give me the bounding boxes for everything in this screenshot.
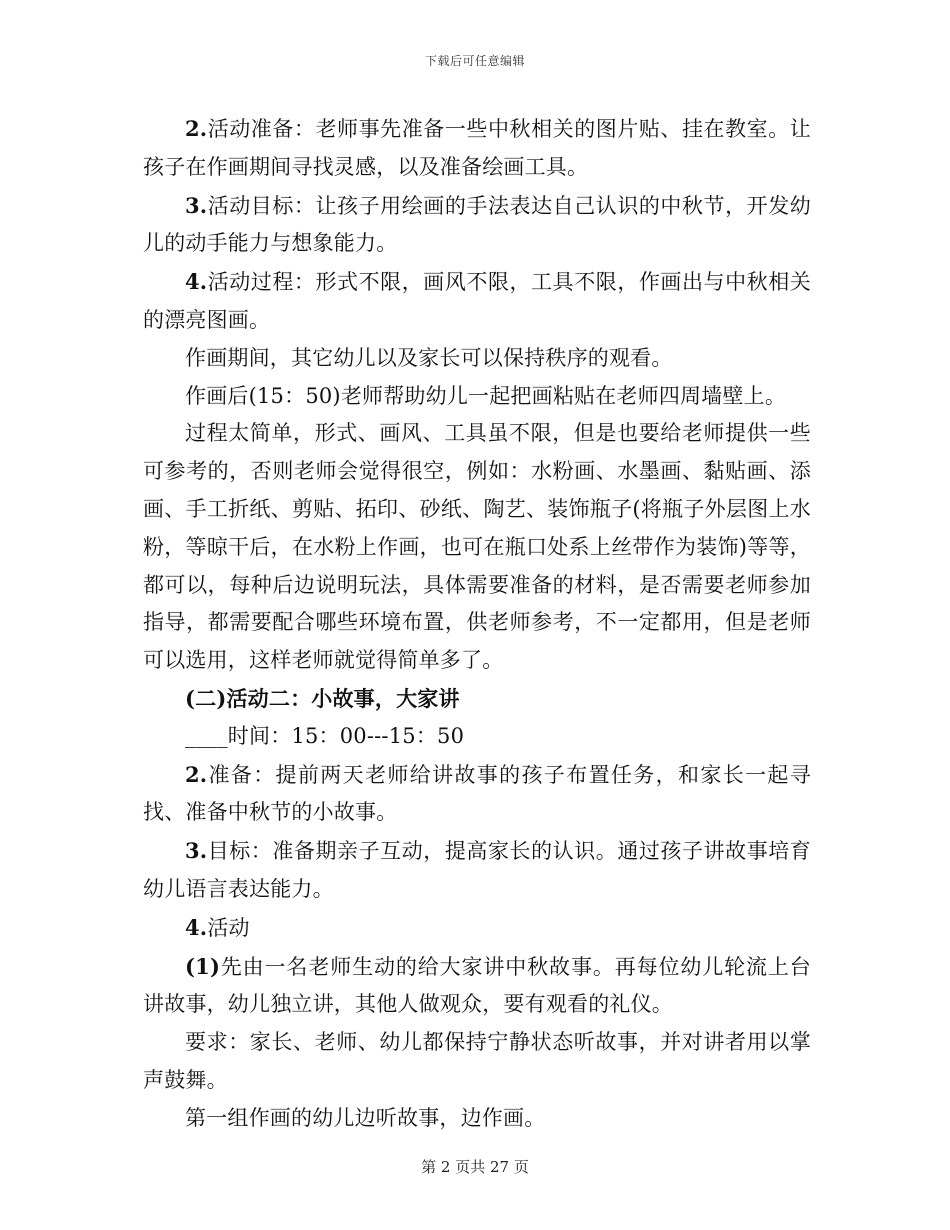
paragraph (143, 110, 811, 187)
paragraph (143, 948, 811, 1025)
heading-text: (二)活动二：小故事，大家讲 (185, 685, 460, 711)
section-heading (143, 680, 811, 718)
paragraph-text: 作画后(15：50)老师帮助幼儿一起把画粘贴在老师四周墙壁上。 (185, 383, 787, 408)
paragraph-text: 目标：准备期亲子互动，提高家长的认识。通过孩子讲故事培育幼儿语言表达能力。 (143, 839, 811, 901)
paragraph (143, 1024, 811, 1100)
document-body (143, 110, 811, 1138)
paragraph (143, 832, 811, 909)
paragraph-text: 活动准备：老师事先准备一些中秋相关的图片贴、挂在教室。让孩子在作画期间寻找灵感，以及准备绘画工具。 (143, 117, 811, 179)
item-number: 2. (185, 761, 208, 787)
page-footer: 第 2 页共 27 页 (421, 1158, 529, 1176)
paragraph-text: 活动目标：让孩子用绘画的手法表达自己认识的中秋节，开发幼儿的动手能力与想象能力。 (143, 193, 811, 256)
paragraph-text: 作画期间，其它幼儿以及家长可以保持秩序的观看。 (185, 345, 673, 370)
paragraph-text: 第一组作画的幼儿边听故事，边作画。 (185, 1105, 546, 1130)
paragraph (143, 340, 811, 378)
page-header: 下载后可任意编辑 (424, 54, 525, 68)
paragraph-text: 准备：提前两天老师给讲故事的孩子布置任务，和家长一起寻找、准备中秋节的小故事。 (143, 762, 811, 825)
item-number: 3. (185, 192, 208, 218)
paragraph-text: 活动过程：形式不限，画风不限，工具不限，作画出与中秋相关的漂亮图画。 (143, 270, 811, 332)
paragraph (143, 718, 811, 756)
item-number: (1) (185, 953, 221, 979)
paragraph-text: ____时间：15：00---15：50 (185, 723, 465, 748)
item-number: 3. (185, 838, 208, 864)
paragraph-text: 过程太简单，形式、画风、工具虽不限，但是也要给老师提供一些可参考的，否则老师会觉得很空，例如：水粉画、水墨画、黏贴画、添画、手工折纸、剪贴、拓印、砂纸、陶艺、装饰瓶子(将瓶子外层图上水粉，等晾干后，在水粉上作画，也可在瓶口处系上丝带作为装饰)等等，都可以，每种后边说明玩法，具体需要准备的材料，是否需要老师参加指导，都需要配合哪些环境布置，供老师参考，不一定都用，但是老师可以选用，这样老师就觉得简单多了。 (143, 421, 811, 673)
paragraph (143, 187, 811, 264)
item-number: 4. (185, 269, 208, 295)
paragraph (143, 756, 811, 833)
paragraph-text: 先由一名老师生动的给大家讲中秋故事。再每位幼儿轮流上台讲故事，幼儿独立讲，其他人做观众，要有观看的礼仪。 (143, 954, 811, 1017)
paragraph-text: 活动 (207, 915, 250, 940)
item-number: 4. (185, 914, 208, 940)
item-number: 2. (185, 116, 208, 141)
paragraph (143, 909, 811, 948)
paragraph-text: 要求：家长、老师、幼儿都保持宁静状态听故事，并对讲者用以掌声鼓舞。 (143, 1030, 811, 1092)
paragraph (143, 1100, 811, 1138)
paragraph (143, 378, 811, 416)
paragraph (143, 415, 811, 680)
paragraph (143, 263, 811, 340)
